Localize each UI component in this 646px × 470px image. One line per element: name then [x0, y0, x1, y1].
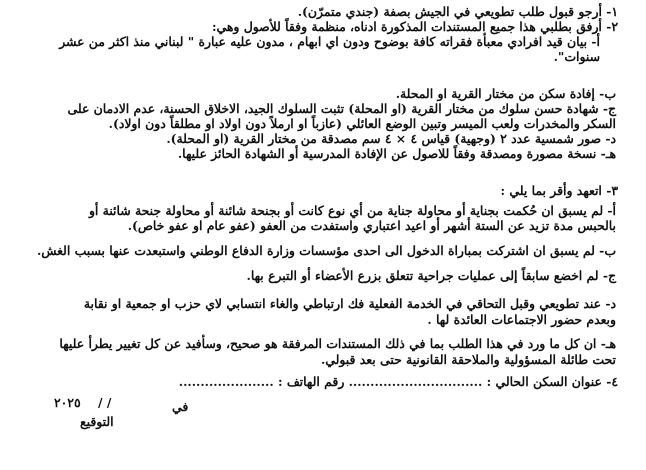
date-prefix: في	[172, 399, 189, 414]
doc-c-good-conduct-cont: السكر والمخدرات ولعب الميسر وتبين الوضع العائلي (عازباً او ارملاً دون اولاد او مطلقاً دون اولاد).	[108, 116, 616, 131]
decl-d-no-party-membership-cont: وبعدم حضور الاجتماعات العائدة لها .	[427, 312, 616, 327]
doc-e-school-certificate: هـ- نسخة مصورة ومصدقة وفقاً للاصول عن الإفادة المدرسية أو الشهادة الحائز عليها.	[177, 146, 616, 161]
doc-a-civil-record: أ- بيان قيد افرادي معبأة فقراته كافة بوضوح ودون اي ابهام ، مدون عليه عبارة " لبناني منذ اكثر من عشر	[59, 34, 600, 49]
decl-b-no-cheating: ب- لم يسبق ان اشتركت بمباراة الدخول الى احدى مؤسسات وزارة الدفاع الوطني واستبعدت عنها بسبب الغش.	[36, 243, 616, 258]
signature-label: التوقيع	[80, 414, 114, 429]
decl-e-truthfulness-cont: تحت طائلة المسؤولية والملاحقة القانونية حتى بعد قبولي.	[320, 352, 616, 367]
decl-d-no-party-membership: د- عند تطويعي وقبل التحاقي في الخدمة الفعلية فك ارتباطي والغاء انتسابي لاي حزب او جمعية او نقابة	[83, 296, 616, 311]
item-2-attached-documents: ٢- أرفق بطلبي هذا جميع المستندات المذكورة ادناه، منظمة وفقاً للأصول وهي:	[211, 19, 618, 34]
decl-a-no-convictions-cont: بالحبس مدة تزيد عن الستة أشهر أو اعيد اعتباري واستفدت من العفو (عفو عام او عفو خاص).	[127, 218, 616, 233]
doc-a-civil-record-cont: سنوات".	[553, 49, 600, 64]
doc-b-residence-certificate: ب- إفادة سكن من مختار القرية او المحلة.	[395, 86, 616, 101]
item-3-declarations: ٣- اتعهد وأقر بما يلي :	[500, 183, 618, 198]
item-1-request-enlistment: ١- أرجو قبول طلب تطويعي في الجيش بصفة (جندي متمرّن).	[297, 4, 618, 19]
decl-c-no-organ-surgery: ج- لم اخضع سابقاً إلى عمليات جراحية تتعلق بزرع الأعضاء أو التبرع بها.	[246, 268, 616, 283]
doc-d-photos: د- صور شمسية عدد ٢ (وجهية) قياس ٤ × ٤ سم مصدقة من مختار القرية (او المحلة).	[166, 131, 616, 146]
decl-a-no-convictions: أ- لم يسبق ان حُكمت بجناية أو محاولة جناية من أي نوع كانت أو بجنحة شائنة أو محاولة جنحة شائنة أو	[88, 203, 616, 218]
date-year: ٢٠٢٥	[54, 395, 81, 410]
date-slashes: / /	[98, 395, 112, 410]
doc-c-good-conduct: ج- شهادة حسن سلوك من مختار القرية (او المحلة) تثبت السلوك الجيد، الاخلاق الحسنة، عدم الادمان على	[67, 101, 616, 116]
decl-e-truthfulness: هـ- ان كل ما ورد في هذا الطلب بما في ذلك المستندات المرفقة هو صحيح، وسأفيد عن كل تغيير يطرأ عليها	[59, 336, 616, 351]
item-4-address-phone: ٤- عنوان السكن الحالي : ............................... رقم الهاتف : ......................	[178, 374, 618, 389]
